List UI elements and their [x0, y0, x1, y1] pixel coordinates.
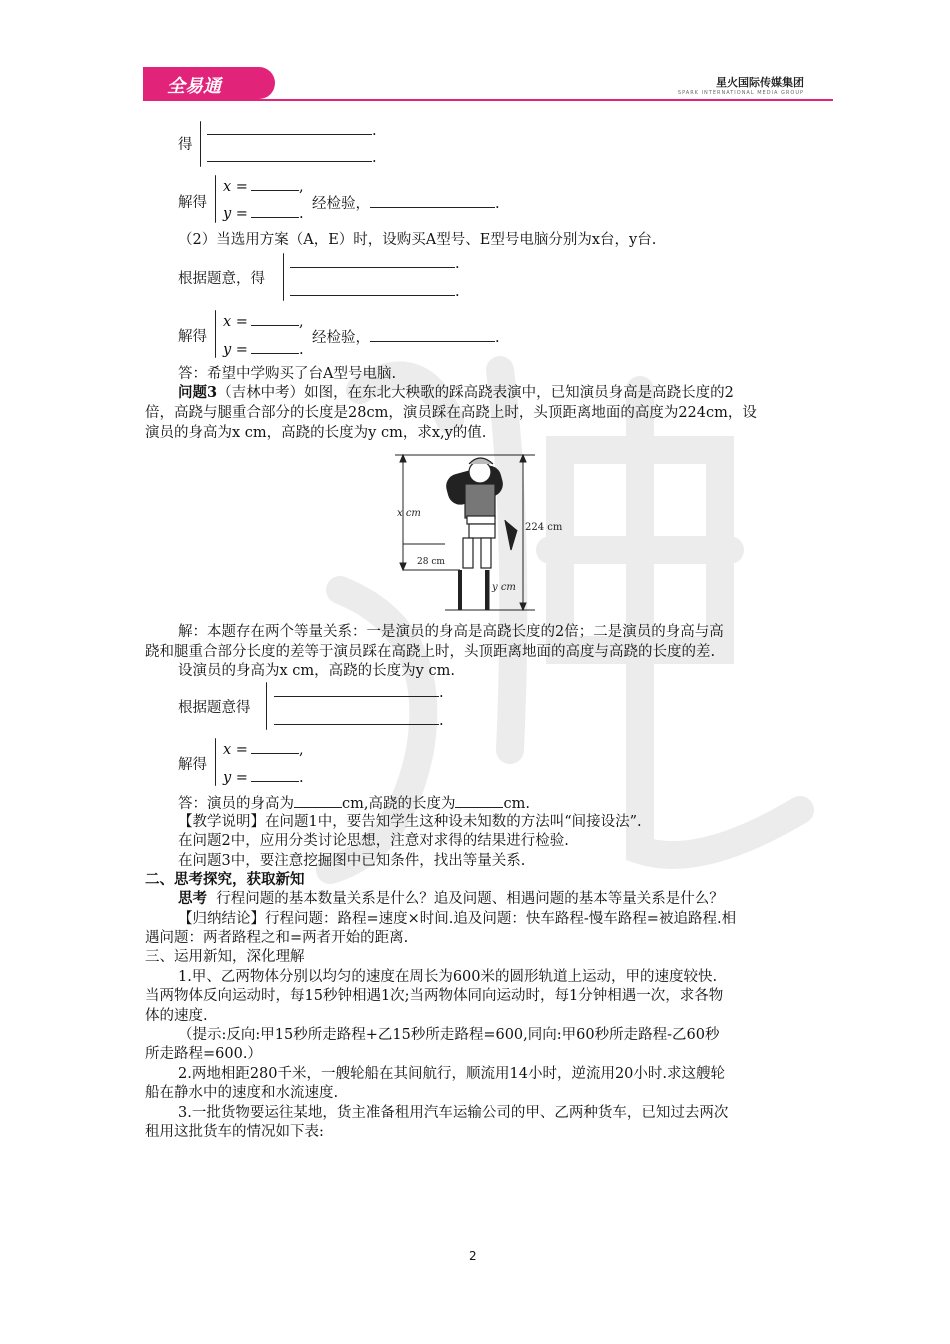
- q3-line1: 3.一批货物要运往某地，货主准备租用汽车运输公司的甲、乙两种货车，已知过去两次: [178, 1105, 729, 1121]
- equation-blank-6: .: [274, 710, 444, 731]
- teaching-line2: 在问题2中，应用分类讨论思想，注意对求得的结果进行检验.: [178, 833, 569, 849]
- q1-line1: 1.甲、乙两物体分别以均匀的速度在周长为600米的圆形轨道上运动，甲的速度较快.: [178, 969, 718, 985]
- problem3-line1: 问题3（吉林中考）如图，在东北大秧歌的踩高跷表演中，已知演员身高是高跷长度的2: [178, 384, 734, 401]
- hint-line2: 所走路程=600.）: [145, 1046, 262, 1062]
- answer-3: 答：演员的身高为 cm,高跷的长度为 cm.: [178, 793, 530, 814]
- brace: [266, 682, 267, 730]
- section2-title: 二、思考探究，获取新知: [145, 871, 305, 888]
- logo: [143, 67, 275, 99]
- q1-line2: 当两物体反向运动时，每15秒钟相遇1次;当两物体同向运动时，每1分钟相遇一次，求各物: [145, 988, 724, 1004]
- teaching-line1: 【教学说明】在问题1中，要告知学生这种设未知数的方法叫“间接设法”.: [178, 814, 642, 830]
- equation-blank-4: .: [290, 281, 460, 302]
- teaching-line3: 在问题3中，要注意挖掘图中已知条件，找出等量关系.: [178, 853, 526, 869]
- brand-cn: 星火国际传媒集团: [716, 76, 804, 89]
- problem3-line3: 演员的身高为x cm，高跷的长度为y cm，求x,y的值.: [145, 425, 487, 441]
- conclusion-line2: 遇问题：两者路程之和=两者开始的距离.: [145, 930, 409, 946]
- q1-line3: 体的速度.: [145, 1008, 208, 1024]
- jiede-label: 解得: [178, 195, 207, 211]
- equation-blank-1: .: [207, 120, 377, 141]
- equation-blank-2: .: [207, 147, 377, 168]
- according-label: 根据题意，得: [178, 271, 265, 287]
- y-cm-label: y cm: [492, 582, 516, 593]
- brace: [215, 310, 216, 358]
- header-rule: [143, 99, 833, 101]
- logo-text: 全易通: [167, 76, 221, 97]
- brand: [678, 74, 804, 96]
- equation-blank-5: .: [274, 682, 444, 703]
- y-solution: y = .: [223, 203, 304, 224]
- equation-blank-3: .: [290, 253, 460, 274]
- x-solution: x = ,: [223, 176, 304, 197]
- answer-2: 答：希望中学购买了台A型号电脑.: [178, 366, 397, 382]
- q2-line1: 2.两地相距280千米，一艘轮船在其间航行，顺流用14小时，逆流用20小时.求这艘轮: [178, 1066, 726, 1082]
- think-line: 思考 行程问题的基本数量关系是什么？追及问题、相遇问题的基本等量关系是什么？: [178, 890, 724, 907]
- stilt-performer-figure: [385, 450, 565, 615]
- jiede-label: 解得: [178, 329, 207, 345]
- case2-intro: （2）当选用方案（A，E）时，设购买A型号、E型号电脑分别为x台，y台.: [178, 232, 657, 248]
- according-label: 根据题意得: [178, 700, 251, 716]
- q2-line2: 船在静水中的速度和水流速度.: [145, 1085, 339, 1101]
- brace: [200, 121, 201, 167]
- brace: [215, 738, 216, 786]
- solution3-line1: 解：本题存在两个等量关系：一是演员的身高是高跷长度的2倍；二是演员的身高与高: [178, 624, 724, 640]
- solution3-line2: 跷和腿重合部分长度的差等于演员踩在高跷上时，头顶距离地面的高度与高跷的长度的差.: [145, 644, 716, 660]
- check-blank: 经检验， .: [312, 193, 500, 214]
- x-cm-label: x cm: [397, 508, 421, 519]
- de-label: 得: [178, 137, 193, 153]
- brace: [283, 253, 284, 301]
- x-solution: x = ,: [223, 311, 304, 332]
- q3-line2: 租用这批货车的情况如下表:: [145, 1124, 324, 1140]
- y-solution: y = .: [223, 767, 304, 788]
- brace: [215, 175, 216, 223]
- hint-line1: （提示:反向:甲15秒所走路程+乙15秒所走路程=600,同向:甲60秒所走路程-乙60秒: [178, 1027, 720, 1043]
- section3-title: 三、运用新知，深化理解: [145, 949, 305, 965]
- y-solution: y = .: [223, 339, 304, 360]
- problem3-line2: 倍，高跷与腿重合部分的长度是28cm，演员踩在高跷上时，头顶距离地面的高度为224cm，设: [145, 405, 757, 421]
- solution3-line3: 设演员的身高为x cm，高跷的长度为y cm.: [178, 663, 455, 679]
- label-224cm: 224 cm: [525, 522, 563, 533]
- x-solution: x = ,: [223, 739, 304, 760]
- brand-en: SPARK INTERNATIONAL MEDIA GROUP: [677, 90, 804, 96]
- jiede-label: 解得: [178, 757, 207, 773]
- label-28cm: 28 cm: [417, 557, 445, 567]
- conclusion-line1: 【归纳结论】行程问题：路程=速度×时间.追及问题：快车路程-慢车路程=被追路程.相: [178, 911, 737, 927]
- check-blank: 经检验， .: [312, 327, 500, 348]
- page-number: 2: [469, 1249, 477, 1263]
